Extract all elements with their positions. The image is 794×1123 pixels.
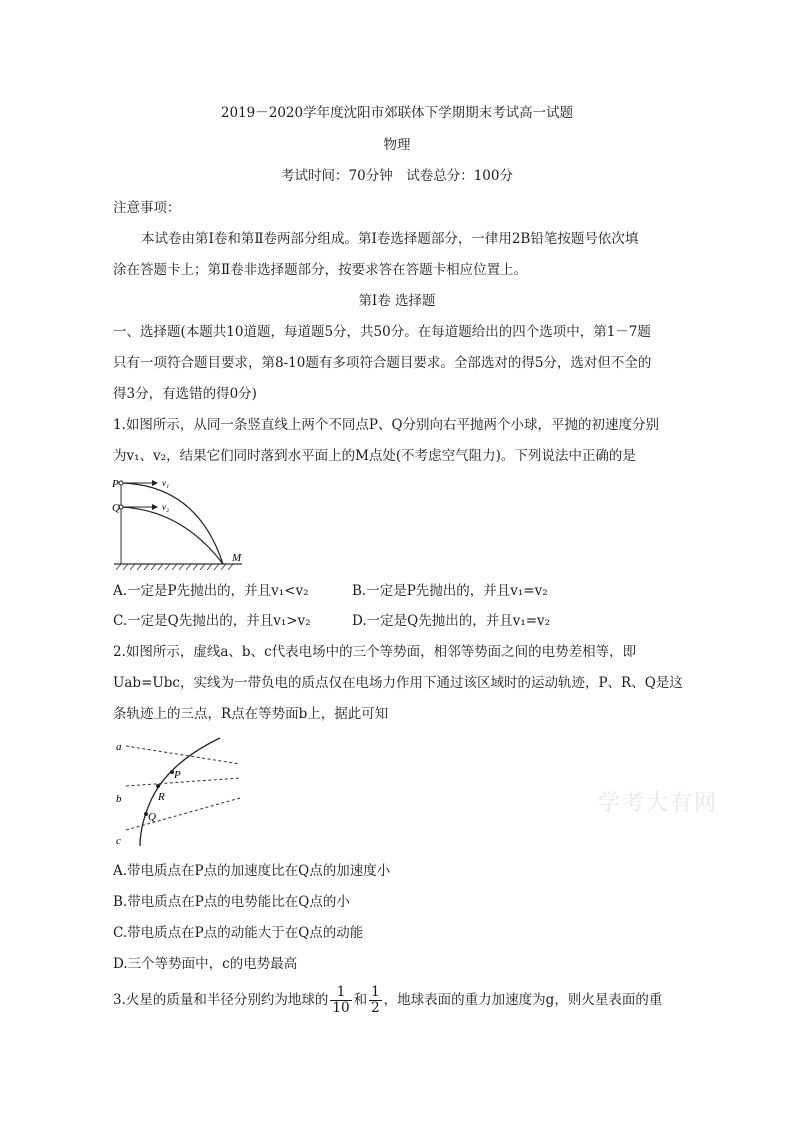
label-a: a: [116, 741, 122, 753]
part1-title: 第Ⅰ卷 选择题: [358, 293, 436, 309]
arrowhead-v2: [152, 504, 158, 510]
label-q: Q: [112, 502, 120, 514]
part1-instruction-3: 得3分，有选错的得0分): [113, 386, 257, 402]
notice-heading: 注意事项：: [113, 200, 181, 216]
q2-stem-line-3: 条轨迹上的三点，R点在等势面b上，据此可知: [113, 706, 389, 722]
notice-line-2: 涂在答题卡上；第Ⅱ卷非选择题部分，按要求答在答题卡相应位置上。: [113, 262, 528, 278]
label-q: Q: [148, 811, 156, 823]
point-p: [119, 481, 123, 485]
q3-text-post: ，地球表面的重力加速度为g，则火星表面的重: [383, 992, 663, 1008]
exam-info: 考试时间：70分钟 试卷总分：100分: [281, 168, 513, 184]
trajectory-p: [121, 483, 223, 564]
fraction-denominator: 10: [332, 1000, 350, 1016]
equipotential-b: [126, 778, 240, 786]
q1-option-a: A.一定是P先抛出的，并且v₁<v₂: [113, 583, 309, 599]
label-c: c: [116, 835, 121, 847]
notice-line-1: 本试卷由第Ⅰ卷和第Ⅱ卷两部分组成。第Ⅰ卷选择题部分，一律用2B铅笔按题号依次填: [141, 231, 639, 247]
q3-stem: [113, 984, 662, 1016]
watermark: 学考大有网: [598, 791, 719, 816]
q2-option-a: A.带电质点在P点的加速度比在Q点的加速度小: [113, 863, 391, 879]
q1-option-b: B.一定是P先抛出的，并且v₁=v₂: [352, 583, 548, 599]
q2-option-b: B.带电质点在P点的电势能比在Q点的小: [113, 894, 350, 910]
point-r: [156, 784, 160, 788]
q1-option-d: D.一定是Q先抛出的，并且v₁=v₂: [352, 613, 551, 629]
particle-trajectory: [140, 738, 220, 846]
q2-stem-line-2: Uab=Ubc，实线为一带负电的质点仅在电场力作用下通过该区域时的运动轨迹，P、R、Q是这: [113, 675, 683, 691]
q1-option-c: C.一定是Q先抛出的，并且v₁>v₂: [113, 613, 311, 629]
ground-hatching: [116, 564, 233, 570]
q1-figure: [112, 472, 252, 572]
part1-instruction-2: 只有一项符合题目要求，第8-10题有多项符合题目要求。全部选对的得5分，选对但不全的: [113, 355, 652, 371]
q2-stem-line-1: 2.如图所示，虚线a、b、c代表电场中的三个等势面，相邻等势面之间的电势差相等，即: [113, 644, 637, 660]
label-p: P: [112, 478, 119, 490]
label-v2: v₂: [162, 502, 170, 512]
q2-figure: [112, 734, 252, 852]
fraction-denominator: 2: [371, 1000, 380, 1016]
q3-text-pre: 3.火星的质量和半径分别约为地球的: [113, 992, 329, 1008]
arrowhead-v1: [152, 480, 158, 486]
q2-option-d: D.三个等势面中，c的电势最高: [113, 956, 298, 972]
label-b: b: [116, 793, 122, 805]
fraction-numerator: 1: [371, 984, 380, 1000]
fraction-one-tenth: [330, 985, 351, 1016]
trajectory-q: [121, 507, 223, 564]
q1-stem-line-1: 1.如图所示，从同一条竖直线上两个不同点P、Q分别向右平抛两个小球，平抛的初速度分别: [113, 417, 660, 433]
fraction-numerator: 1: [330, 985, 351, 1001]
fraction-one-half: [369, 985, 382, 1016]
q1-stem-line-2: 为v₁、v₂，结果它们同时落到水平面上的M点处(不考虑空气阻力)。下列说法中正确的是: [113, 448, 636, 464]
q2-option-c: C.带电质点在P点的动能大于在Q点的动能: [113, 925, 364, 941]
label-r: R: [158, 791, 165, 803]
label-p: P: [174, 769, 181, 781]
exam-title: 2019－2020学年度沈阳市郊联体下学期期末考试高一试题: [220, 105, 574, 121]
part1-instruction-1: 一、选择题(本题共10道题，每道题5分，共50分。在每道题给出的四个选项中，第1－7题: [113, 324, 651, 340]
subject-label: 物理: [383, 137, 411, 153]
label-v1: v₁: [162, 478, 170, 488]
q3-text-mid: 和: [353, 992, 368, 1008]
label-m: M: [232, 552, 242, 564]
